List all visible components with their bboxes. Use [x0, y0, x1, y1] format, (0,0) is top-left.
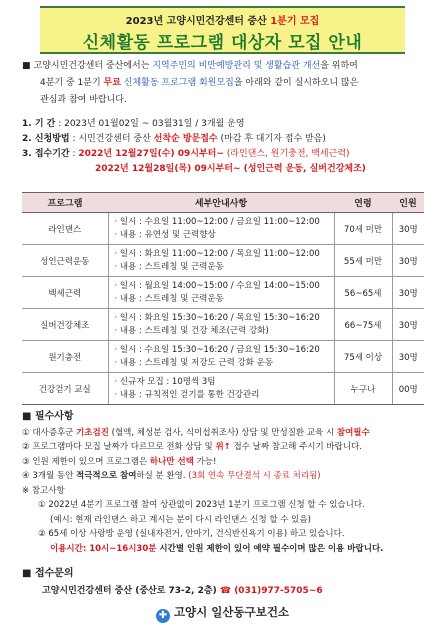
program-age: 누구나: [334, 373, 392, 405]
info-label: 2. 신청방법: [22, 134, 70, 144]
program-capacity: 00명: [392, 373, 424, 405]
info-value: : 2023년 01월02일 ~ 03월31일 / 3개월 운영: [55, 119, 245, 129]
intro-paragraph: [20, 58, 420, 109]
program-age: 56~65세: [334, 277, 392, 309]
table-row: [22, 309, 424, 341]
program-schedule: · 일시 : 수요일 15:30~16:20 / 금요일 15:30~16:20: [114, 344, 320, 355]
program-schedule: · 신규자 모집 : 10명씩 3팀: [114, 376, 216, 387]
health-center-logo-icon: ✚: [156, 609, 170, 623]
info-highlight: 선착순 방문접수: [153, 134, 218, 144]
program-content: · 내용 : 유연성 및 근력향상: [114, 229, 216, 240]
program-age: 55세 미만: [334, 245, 392, 277]
program-name: 실버건강체조: [22, 309, 108, 341]
info-reception: [22, 147, 432, 162]
column-header: 인원: [392, 193, 424, 213]
column-header: 프로그램: [22, 193, 108, 213]
note-highlight: 이용시간: 10시~16시30분: [50, 543, 157, 554]
program-capacity: 30명: [392, 245, 424, 277]
header-subtitle-highlight: 1분기 모집: [270, 16, 320, 27]
info-reception-second: 2022년 12월28일(목) 09시부터~ (성인근력 운동, 실버건강체조): [95, 164, 366, 174]
application-info: [22, 117, 432, 177]
program-name: 원기충전: [22, 341, 108, 373]
note-text: 가능!: [193, 456, 217, 467]
reference-title: ※ 참고사항: [22, 485, 65, 496]
square-bullet-icon: ■: [22, 568, 35, 579]
table-row: [22, 373, 424, 405]
intro-text: 고양시민건강센터 중산에서는: [33, 61, 153, 71]
note-text: ① 대사증후군: [22, 427, 77, 438]
square-bullet-icon: ■: [22, 411, 35, 422]
note-highlight: 위↑: [215, 442, 231, 452]
org-name: 고양시 일산동구보건소: [173, 605, 290, 619]
note-text: ③ 인원 제한이 있으며 프로그램은: [22, 456, 150, 467]
table-row: [22, 341, 424, 373]
program-name: 성인근력운동: [22, 245, 108, 277]
footer-org: [0, 604, 445, 623]
program-table: [22, 192, 424, 405]
note-text: 하실 분 환영.: [136, 471, 189, 481]
reference-item: ② 65세 이상 사랑방 운영 (실내자전거, 안마기, 건식반신욕기 이용) 하고 있습니다.: [38, 529, 345, 539]
program-content: · 내용 : 규칙적인 걷기를 통한 건강관리: [114, 389, 260, 400]
reference-example: (예시: 현재 라인댄스 하고 계시는 분이 다시 라인댄스 신청 할 수 있음): [50, 514, 311, 525]
column-header: 세부안내사항: [108, 193, 334, 213]
program-detail: [108, 373, 334, 405]
program-content: · 내용 : 스트레칭 및 근력운동: [114, 293, 224, 304]
intro-text: 을 위하여: [320, 61, 358, 71]
info-highlight: 2022년 12월27일(수) 09시부터~: [78, 149, 224, 159]
contact-line: [22, 583, 434, 596]
reference-item: ① 2022년 4분기 프로그램 참여 상관없이 2023년 1분기 프로그램 신청 할 수 있습니다.: [38, 500, 365, 510]
program-schedule: · 일시 : 화요일 15:30~16:20 / 목요일 15:30~16:20: [114, 312, 320, 323]
requirements-section: [22, 410, 434, 556]
program-detail: [108, 277, 334, 309]
info-label: 1. 기 간: [22, 119, 56, 129]
header-subtitle-text: 2023년 고양시민건강센터 중산: [125, 16, 271, 27]
info-method: [22, 132, 432, 147]
program-age: 70세 미만: [334, 213, 392, 245]
program-age: 75세 이상: [334, 341, 392, 373]
note-bold: 시간별 인원 제한이 있어 예약 필수이며 많은 이용 바랍니다.: [156, 543, 384, 554]
intro-text: 4분기 중 1분기: [40, 78, 104, 88]
intro-free-highlight: 무료: [103, 78, 121, 88]
program-capacity: 30명: [392, 277, 424, 309]
requirement-item: [22, 440, 434, 455]
requirement-item: [22, 426, 434, 441]
intro-text: 관심과 참여 바랍니다.: [40, 95, 127, 105]
intro-highlight: 신체활동 프로그램 회원모집: [123, 78, 234, 88]
requirement-item: [22, 469, 434, 484]
info-value: : 시민건강센터 중산: [69, 134, 154, 144]
intro-text: 을 아래와 같이 실시하오니 많은: [233, 78, 359, 88]
phone-icon: ☎: [219, 586, 232, 596]
contact-phone[interactable]: (031)977-5705~6: [234, 586, 323, 596]
program-detail: [108, 341, 334, 373]
contact-address: 고양시민건강센터 중산 (중산로 73-2, 2층): [42, 586, 217, 596]
note-highlight: 하나만 선택: [149, 456, 194, 467]
section-title: [22, 410, 434, 425]
column-header: 연령: [334, 193, 392, 213]
program-detail: [108, 245, 334, 277]
note-text: (혈액, 체성분 검사, 식이섭취조사) 상담 및 만성질환 교육 시: [108, 427, 337, 438]
page-title: 신체활동 프로그램 대상자 모집 안내: [82, 33, 363, 53]
info-label: 3. 접수기간: [22, 149, 70, 159]
program-content: · 내용 : 스트레칭 및 건강 체조(근력 강화): [114, 325, 269, 336]
table-row: [22, 213, 424, 245]
requirement-item: [22, 455, 434, 470]
program-name: 백세근력: [22, 277, 108, 309]
note-text: 접수 날짜 참고해 주시기 바랍니다.: [230, 442, 362, 452]
reference-usage: [22, 542, 434, 557]
intro-highlight: 지역주민의 비만예방관리 및 생활습관 개선: [152, 61, 321, 71]
notice-header: [40, 6, 405, 54]
note-highlight: 참여필수: [336, 427, 370, 438]
contact-section: [22, 564, 434, 596]
program-content: · 내용 : 스트레칭 및 저강도 근력 강화 운동: [114, 357, 274, 368]
program-name: 건강걷기 교실: [22, 373, 108, 405]
section-title-text: 필수사항: [34, 411, 74, 422]
table-row: [22, 277, 424, 309]
info-value: (마감 후 대기자 접수 받음): [217, 134, 326, 144]
program-capacity: 30명: [392, 309, 424, 341]
program-capacity: 30명: [392, 213, 424, 245]
note-text: ④ 3개월 동안: [22, 471, 76, 481]
program-capacity: 30명: [392, 341, 424, 373]
section-title: [22, 564, 434, 579]
note-text: ② 프로그램마다 모집 날짜가 다르므로 전화 상담 및: [22, 442, 216, 452]
info-period: [22, 117, 432, 132]
note-highlight: 기초검진: [76, 427, 109, 438]
section-title-text: 접수문의: [34, 568, 74, 579]
program-detail: [108, 309, 334, 341]
program-schedule: · 일시 : 수요일 11:00~12:00 / 금요일 11:00~12:00: [114, 216, 320, 227]
program-age: 66~75세: [334, 309, 392, 341]
info-highlight: (라인댄스, 원기충전, 백세근력): [223, 149, 350, 159]
table-header-row: [22, 193, 424, 213]
program-schedule: · 일시 : 화요일 11:00~12:00 / 목요일 11:00~12:00: [114, 248, 320, 259]
program-name: 라인댄스: [22, 213, 108, 245]
program-content: · 내용 : 스트레칭 및 근력운동: [114, 261, 224, 272]
note-bold: 적극적으로 참여: [75, 471, 137, 481]
square-bullet-icon: ■: [22, 61, 31, 71]
program-schedule: · 일시 : 월요일 14:00~15:00 / 수요일 14:00~15:00: [114, 280, 320, 291]
note-highlight: (3회 연속 무단결석 시 종료 처리됨): [188, 471, 321, 481]
info-value: :: [69, 149, 79, 159]
program-detail: [108, 213, 334, 245]
table-row: [22, 245, 424, 277]
header-subtitle: [40, 12, 405, 27]
